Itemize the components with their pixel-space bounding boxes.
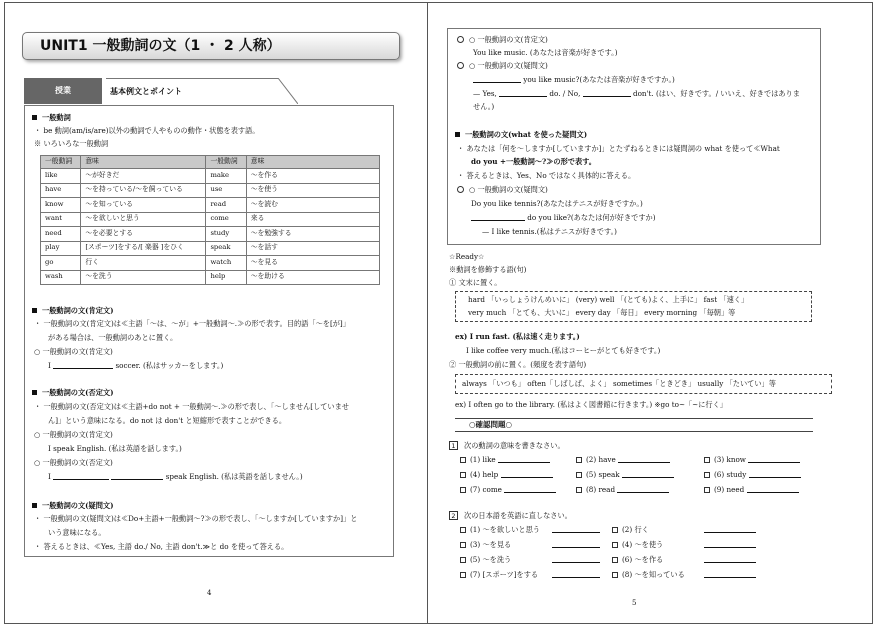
q2-item: (3) ～を見る — [460, 541, 511, 549]
adverb-box-2-text: always 「いつも」 often「しばしば、よく」 sometimes「ときどき」 usually 「たいてい」等 — [462, 379, 776, 388]
q2-item: (7) [スポーツ]をする — [460, 571, 538, 579]
answer-blank[interactable] — [473, 76, 521, 83]
table-cell: wash — [41, 270, 81, 285]
checkbox[interactable] — [612, 542, 618, 548]
q1-item: (6) study — [704, 471, 801, 479]
table-cell: know — [41, 198, 81, 213]
table-cell: ～が好きだ — [81, 169, 206, 184]
q1-item: (9) need — [704, 486, 799, 494]
table-cell: ～を助ける — [246, 270, 379, 285]
table-cell: ～を勉強する — [246, 227, 379, 242]
adverb-box-1-line2: very much 「とても、大いに」 every day 「毎日」 every morning 「毎朝」等 — [468, 308, 736, 317]
negative-example2: I speak English. (私は英語を話しません。) — [48, 472, 303, 481]
table-cell: have — [41, 183, 81, 198]
table-row — [41, 256, 380, 271]
topbox-example: You like music. (あなたは音楽が好きです。) — [473, 48, 618, 57]
q1-item: (7) come — [460, 486, 556, 494]
answer-blank[interactable] — [552, 571, 600, 578]
checkbox[interactable] — [460, 472, 466, 478]
table-cell: ～を持っている/～を飼っている — [81, 183, 206, 198]
ready-example2: ex) I often go to the library. (私はよく図書館に行きます。) ※go to~「~に行く」 — [455, 400, 727, 409]
heading-question: 一般動詞の文(疑問文) — [32, 502, 114, 510]
col-header: 意味 — [81, 156, 206, 169]
checkbox[interactable] — [460, 572, 466, 578]
answer-blank[interactable] — [622, 471, 674, 478]
checkbox[interactable] — [460, 557, 466, 563]
table-cell: watch — [206, 256, 246, 271]
table-cell: 行く — [81, 256, 206, 271]
ready-title: ☆Ready☆ — [449, 252, 485, 261]
what-example1: Do you like tennis?(あなたはテニスが好きですか。) — [471, 199, 643, 208]
topbox-question: you like music?(あなたは音楽が好きですか。) — [473, 76, 675, 84]
what-bullet: ・ あなたは「何を～しますか[していますか]」とたずねるときには疑問詞の what を使って≪What — [457, 144, 780, 153]
table-cell: ～を知っている — [81, 198, 206, 213]
topbox-line: ○ 一般動詞の文(疑問文) — [457, 62, 548, 70]
q1-item: (8) read — [576, 486, 669, 494]
q2-blank — [704, 541, 756, 549]
ready-point1: ① 文末に置く。 — [449, 278, 502, 287]
answer-blank[interactable] — [498, 456, 550, 463]
checkbox[interactable] — [704, 472, 710, 478]
col-header: 一般動詞 — [206, 156, 246, 169]
answer-blank[interactable] — [704, 556, 756, 563]
answer-blank[interactable] — [747, 486, 799, 493]
heading-what: 一般動詞の文(what を使った疑問文) — [455, 131, 587, 139]
positive-example: I soccer. (私はサッカーをします。) — [48, 361, 224, 370]
negative-sub2: ○ 一般動詞の文(否定文) — [34, 458, 113, 467]
table-cell: ～を使う — [246, 183, 379, 198]
what-example3: — I like tennis.(私はテニスが好きです。) — [482, 227, 617, 236]
table-cell: want — [41, 212, 81, 227]
ready-point2: ② 一般動詞の前に置く。(頻度を表す語句) — [449, 360, 587, 369]
table-cell: speak — [206, 241, 246, 256]
table-cell: ～を見る — [246, 256, 379, 271]
answer-blank[interactable] — [552, 526, 600, 533]
answer-blank[interactable] — [53, 473, 109, 480]
checkbox[interactable] — [460, 542, 466, 548]
ribbon-label: 基本例文とポイント — [106, 78, 278, 104]
answer-blank[interactable] — [618, 456, 670, 463]
q2-blank — [552, 556, 600, 564]
answer-blank[interactable] — [499, 90, 547, 97]
checkbox[interactable] — [576, 457, 582, 463]
q1-item: (2) have — [576, 456, 670, 464]
what-example2: do you like?(あなたは何が好きですか) — [471, 214, 656, 222]
col-header: 意味 — [246, 156, 379, 169]
checkbox[interactable] — [576, 487, 582, 493]
answer-blank[interactable] — [583, 90, 631, 97]
table-row — [41, 212, 380, 227]
unit-title: UNIT1 一般動詞の文（1 ・ 2 人称） — [22, 32, 400, 60]
table-cell: [スポーツ]をする/[ 楽器 ]をひく — [81, 241, 206, 256]
q2-item: (5) ～を洗う — [460, 556, 511, 564]
heading-negative: 一般動詞の文(否定文) — [32, 389, 114, 397]
table-row — [41, 198, 380, 213]
checkbox[interactable] — [612, 527, 618, 533]
checkbox[interactable] — [612, 572, 618, 578]
q2-item: (2) 行く — [612, 526, 649, 534]
page-number-left: 4 — [207, 589, 212, 597]
table-cell: ～を必要とする — [81, 227, 206, 242]
heading-ippan: 一般動詞 — [32, 114, 71, 122]
ribbon-tab: 授業 — [24, 78, 102, 104]
checkbox[interactable] — [460, 457, 466, 463]
topbox-line: ○ 一般動詞の文(肯定文) — [457, 36, 548, 44]
q2-item: (6) ～を作る — [612, 556, 663, 564]
table-cell: ～を洗う — [81, 270, 206, 285]
table-cell: play — [41, 241, 81, 256]
answer-blank[interactable] — [552, 556, 600, 563]
checkbox[interactable] — [576, 472, 582, 478]
question-bullet: ・ 一般動詞の文(疑問文)は≪Do+主語+一般動詞～?≫の形で表し、「～しますか[していますか]」と — [34, 514, 358, 523]
verb-table-header — [41, 156, 380, 169]
table-row — [41, 241, 380, 256]
topbox-answer-cont: せん。) — [473, 102, 495, 111]
exercise-title: ○確認問題○ — [455, 418, 813, 432]
table-row — [41, 183, 380, 198]
positive-bullet-cont: がある場合は、一般動詞のあとに置く。 — [48, 333, 178, 342]
q2-item: (8) ～を知っている — [612, 571, 685, 579]
table-cell: like — [41, 169, 81, 184]
page-divider — [427, 2, 428, 624]
table-cell: study — [206, 227, 246, 242]
negative-bullet: ・ 一般動詞の文(否定文)は≪主語+do not + 一般動詞～.≫の形で表し、「～しません[していませ — [34, 402, 349, 411]
checkbox[interactable] — [704, 487, 710, 493]
checkbox[interactable] — [460, 487, 466, 493]
what-bullet-cont: do you +一般動詞～?≫の形で表す。 — [471, 157, 596, 166]
table-cell: 来る — [246, 212, 379, 227]
answer-blank[interactable] — [504, 486, 556, 493]
answer-blank[interactable] — [704, 571, 756, 578]
answer-blank[interactable] — [53, 362, 113, 369]
table-cell: use — [206, 183, 246, 198]
table-cell: ～を読む — [246, 198, 379, 213]
answer-blank[interactable] — [748, 456, 800, 463]
q2-item: (4) ～を使う — [612, 541, 663, 549]
answer-blank[interactable] — [471, 214, 525, 221]
table-cell: help — [206, 270, 246, 285]
table-cell: go — [41, 256, 81, 271]
q2-blank — [552, 541, 600, 549]
q2-item: (1) ～を欲しいと思う — [460, 526, 540, 534]
q2-blank — [704, 526, 756, 534]
negative-bullet-cont: ん]」という意味になる。do not は don't と短縮形で表すことができる。 — [48, 416, 287, 425]
table-cell: ～を話す — [246, 241, 379, 256]
answer-blank[interactable] — [501, 471, 553, 478]
topbox-answer: — Yes, do. / No, don't. (はい、好きです。/ いいえ、好きではありま — [473, 89, 800, 98]
table-cell: ～を作る — [246, 169, 379, 184]
col-header: 一般動詞 — [41, 156, 81, 169]
question-bullet2: ・ 答えるときは、≪Yes, 主語 do./ No, 主語 don't.≫と do を使って答える。 — [34, 542, 289, 551]
q1-item: (4) help — [460, 471, 553, 479]
table-cell: make — [206, 169, 246, 184]
page-number-right: 5 — [632, 599, 637, 607]
table-row — [41, 270, 380, 285]
table-cell: read — [206, 198, 246, 213]
q2-blank — [552, 526, 600, 534]
ready-subtitle: ※動詞を修飾する語(句) — [449, 265, 527, 274]
verb-table — [40, 155, 380, 285]
table-cell: need — [41, 227, 81, 242]
checkbox[interactable] — [460, 527, 466, 533]
checkbox[interactable] — [612, 557, 618, 563]
ippan-note: ※ いろいろな一般動詞 — [34, 139, 109, 148]
lesson-ribbon — [24, 78, 280, 104]
q2-prompt: 2 次の日本語を英語に直しなさい。 — [449, 511, 572, 520]
table-row — [41, 169, 380, 184]
answer-blank[interactable] — [704, 541, 756, 548]
q1-item: (5) speak — [576, 471, 674, 479]
q1-item: (1) like — [460, 456, 550, 464]
table-cell: come — [206, 212, 246, 227]
q1-item: (3) know — [704, 456, 800, 464]
q2-blank — [704, 556, 756, 564]
negative-example1: I speak English. (私は英語を話します。) — [48, 444, 182, 453]
ribbon-slant-line — [268, 78, 298, 104]
answer-blank[interactable] — [111, 473, 163, 480]
table-cell: ～を欲しいと思う — [81, 212, 206, 227]
q2-blank — [552, 571, 600, 579]
checkbox[interactable] — [704, 457, 710, 463]
question-bullet-cont: いう意味になる。 — [48, 528, 106, 537]
positive-bullet: ・ 一般動詞の文(肯定文)は≪主語「～は、～が」+一般動詞～.≫の形で表す。目的語「～を[が]」 — [34, 319, 350, 328]
what-sub: ○ 一般動詞の文(疑問文) — [457, 186, 548, 194]
heading-positive: 一般動詞の文(肯定文) — [32, 307, 114, 315]
negative-sub1: ○ 一般動詞の文(肯定文) — [34, 430, 113, 439]
ready-example1: ex) I run fast. (私は速く走ります。) — [455, 332, 580, 341]
what-bullet2: ・ 答えるときは、Yes、No ではなく具体的に答える。 — [457, 171, 636, 180]
adverb-box-1-line1: hard 「いっしょうけんめいに」 (very) well 「(とても)よく、上手に」 fast 「速く」 — [468, 295, 749, 304]
table-row — [41, 227, 380, 242]
answer-blank[interactable] — [617, 486, 669, 493]
ready-example1b: I like coffee very much.(私はコーヒーがとても好きです。) — [466, 346, 661, 355]
answer-blank[interactable] — [552, 541, 600, 548]
positive-sub: ○ 一般動詞の文(肯定文) — [34, 347, 113, 356]
ippan-bullet: ・ be 動詞(am/is/are)以外の動詞で人やものの動作・状態を表す語。 — [34, 126, 260, 135]
q1-prompt: 1 次の動詞の意味を書きなさい。 — [449, 441, 565, 450]
q2-blank — [704, 571, 756, 579]
answer-blank[interactable] — [704, 526, 756, 533]
answer-blank[interactable] — [749, 471, 801, 478]
